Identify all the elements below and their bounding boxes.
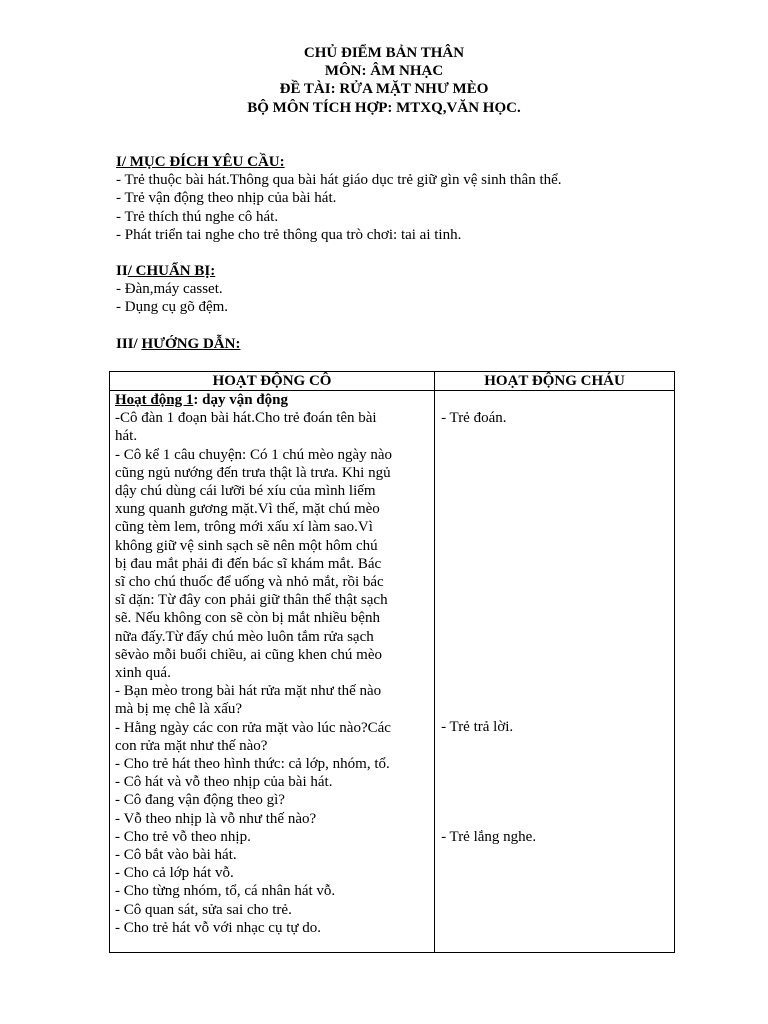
preparation-item: - Dụng cụ gõ đệm. bbox=[116, 299, 229, 316]
teacher-activity-line: nữa đấy.Từ đấy chú mèo luôn tắm rửa sạch bbox=[115, 628, 374, 645]
activity-heading bbox=[115, 391, 429, 409]
teacher-activity-line: - Cô kể 1 câu chuyện: Có 1 chú mèo ngày nào bbox=[115, 446, 393, 463]
section-preparation-label: / CHUẨN BỊ: bbox=[127, 263, 216, 279]
header-theme: CHỦ ĐIỂM BẢN THÂN bbox=[303, 45, 465, 61]
objective-item: - Trẻ vận động theo nhịp của bài hát. bbox=[116, 190, 337, 207]
section-guide-label: HƯỚNG DẪN: bbox=[141, 336, 241, 352]
child-activity-cell bbox=[435, 391, 675, 953]
teacher-activity-line: - Cô hát và vỗ theo nhịp của bài hát. bbox=[115, 774, 333, 791]
teacher-activity-line: xinh quá. bbox=[115, 665, 171, 682]
objective-item: - Phát triển tai nghe cho trẻ thông qua trò chơi: tai ai tinh. bbox=[116, 226, 462, 243]
header-subject: MÔN: ÂM NHẠC bbox=[324, 63, 444, 80]
section-objectives bbox=[116, 153, 676, 244]
teacher-activity-cell bbox=[110, 391, 435, 953]
table-row bbox=[110, 391, 675, 953]
activity-subtitle: : dạy vận động bbox=[193, 392, 288, 408]
teacher-activity-line: - Cô đang vận động theo gì? bbox=[115, 792, 285, 809]
teacher-activity-line: - Bạn mèo trong bài hát rửa mặt như thế nào bbox=[115, 683, 382, 700]
header-integration: BỘ MÔN TÍCH HỢP: MTXQ,VĂN HỌC. bbox=[247, 99, 521, 116]
teacher-activity-line: - Cho cả lớp hát vỗ. bbox=[115, 865, 234, 882]
preparation-item: - Đàn,máy casset. bbox=[116, 281, 223, 298]
teacher-activity-line: - Cô quan sát, sửa sai cho trẻ. bbox=[115, 901, 292, 918]
teacher-activity-line: bị đau mắt phải đi đến bác sĩ khám mắt. Bác bbox=[115, 555, 382, 572]
section-guide-title bbox=[116, 335, 676, 353]
section-preparation bbox=[116, 262, 676, 317]
teacher-activity-line: cũng ngủ nướng đến trưa thật là trưa. Khi ngủ bbox=[115, 464, 391, 481]
teacher-activity-line: - Cho trẻ hát theo hình thức: cả lớp, nhóm, tổ. bbox=[115, 756, 390, 773]
header-child-activity: HOẠT ĐỘNG CHÁU bbox=[435, 372, 675, 391]
teacher-activity-line: - Hằng ngày các con rửa mặt vào lúc nào?Các bbox=[115, 719, 391, 736]
section-preparation-prefix: II bbox=[116, 263, 128, 279]
section-objectives-title: I/ MỤC ĐÍCH YÊU CẦU: bbox=[116, 154, 285, 170]
teacher-activity-line: không giữ vệ sinh sạch sẽ nên một hôm chú bbox=[115, 537, 378, 554]
teacher-lines bbox=[115, 409, 429, 937]
child-response: - Trẻ lắng nghe. bbox=[441, 829, 537, 845]
activity-label: Hoạt động 1 bbox=[115, 392, 194, 408]
header-topic: ĐỀ TÀI: RỬA MẶT NHƯ MÈO bbox=[279, 81, 489, 98]
teacher-activity-line: con rửa mặt như thế nào? bbox=[115, 737, 268, 754]
activity-table-header bbox=[110, 372, 675, 391]
teacher-activity-line: hát. bbox=[115, 428, 138, 445]
header-teacher-activity: HOẠT ĐỘNG CÔ bbox=[110, 372, 435, 391]
teacher-activity-line: sẽvào mỗi buổi chiều, ai cũng khen chú mèo bbox=[115, 646, 383, 663]
teacher-activity-line: - Vỗ theo nhịp là vỗ như thế nào? bbox=[115, 810, 317, 827]
teacher-activity-line: mà bị mẹ chê là xấu? bbox=[115, 701, 243, 718]
section-guide bbox=[116, 335, 676, 353]
teacher-activity-line: xung quanh gương mặt.Vì thế, mặt chú mèo bbox=[115, 501, 380, 518]
teacher-activity-line: - Cô bắt vào bài hát. bbox=[115, 847, 237, 864]
child-response: - Trẻ đoán. bbox=[441, 410, 507, 426]
teacher-activity-line: dậy chú dùng cái lưỡi bé xíu của mình liếm bbox=[115, 483, 376, 500]
activity-table bbox=[109, 371, 675, 953]
teacher-activity-line: sĩ dặn: Từ đây con phải giữ thân thể thật sạch bbox=[115, 592, 388, 609]
child-response: - Trẻ trả lời. bbox=[441, 719, 514, 735]
document-header bbox=[0, 44, 768, 117]
teacher-activity-line: cũng tèm lem, trông mới xấu xí làm sao.Vì bbox=[115, 519, 373, 536]
teacher-activity-line: sĩ cho chú thuốc để uống và nhỏ mắt, rồi bác bbox=[115, 574, 384, 591]
teacher-activity-line: - Cho trẻ vỗ theo nhịp. bbox=[115, 828, 251, 845]
objective-item: - Trẻ thuộc bài hát.Thông qua bài hát giáo dục trẻ giữ gìn vệ sinh thân thể. bbox=[116, 172, 562, 189]
teacher-activity-line: - Cho trẻ hát vỗ với nhạc cụ tự do. bbox=[115, 919, 322, 936]
teacher-activity-line: - Cho từng nhóm, tổ, cá nhân hát vỗ. bbox=[115, 883, 336, 900]
teacher-activity-line: sẽ. Nếu không con sẽ còn bị mắt nhiều bệnh bbox=[115, 610, 380, 627]
teacher-activity-line: -Cô đàn 1 đoạn bài hát.Cho trẻ đoán tên bài bbox=[115, 410, 377, 427]
section-preparation-title bbox=[116, 262, 676, 280]
objective-item: - Trẻ thích thú nghe cô hát. bbox=[116, 208, 279, 225]
section-guide-prefix: III/ bbox=[116, 336, 142, 352]
